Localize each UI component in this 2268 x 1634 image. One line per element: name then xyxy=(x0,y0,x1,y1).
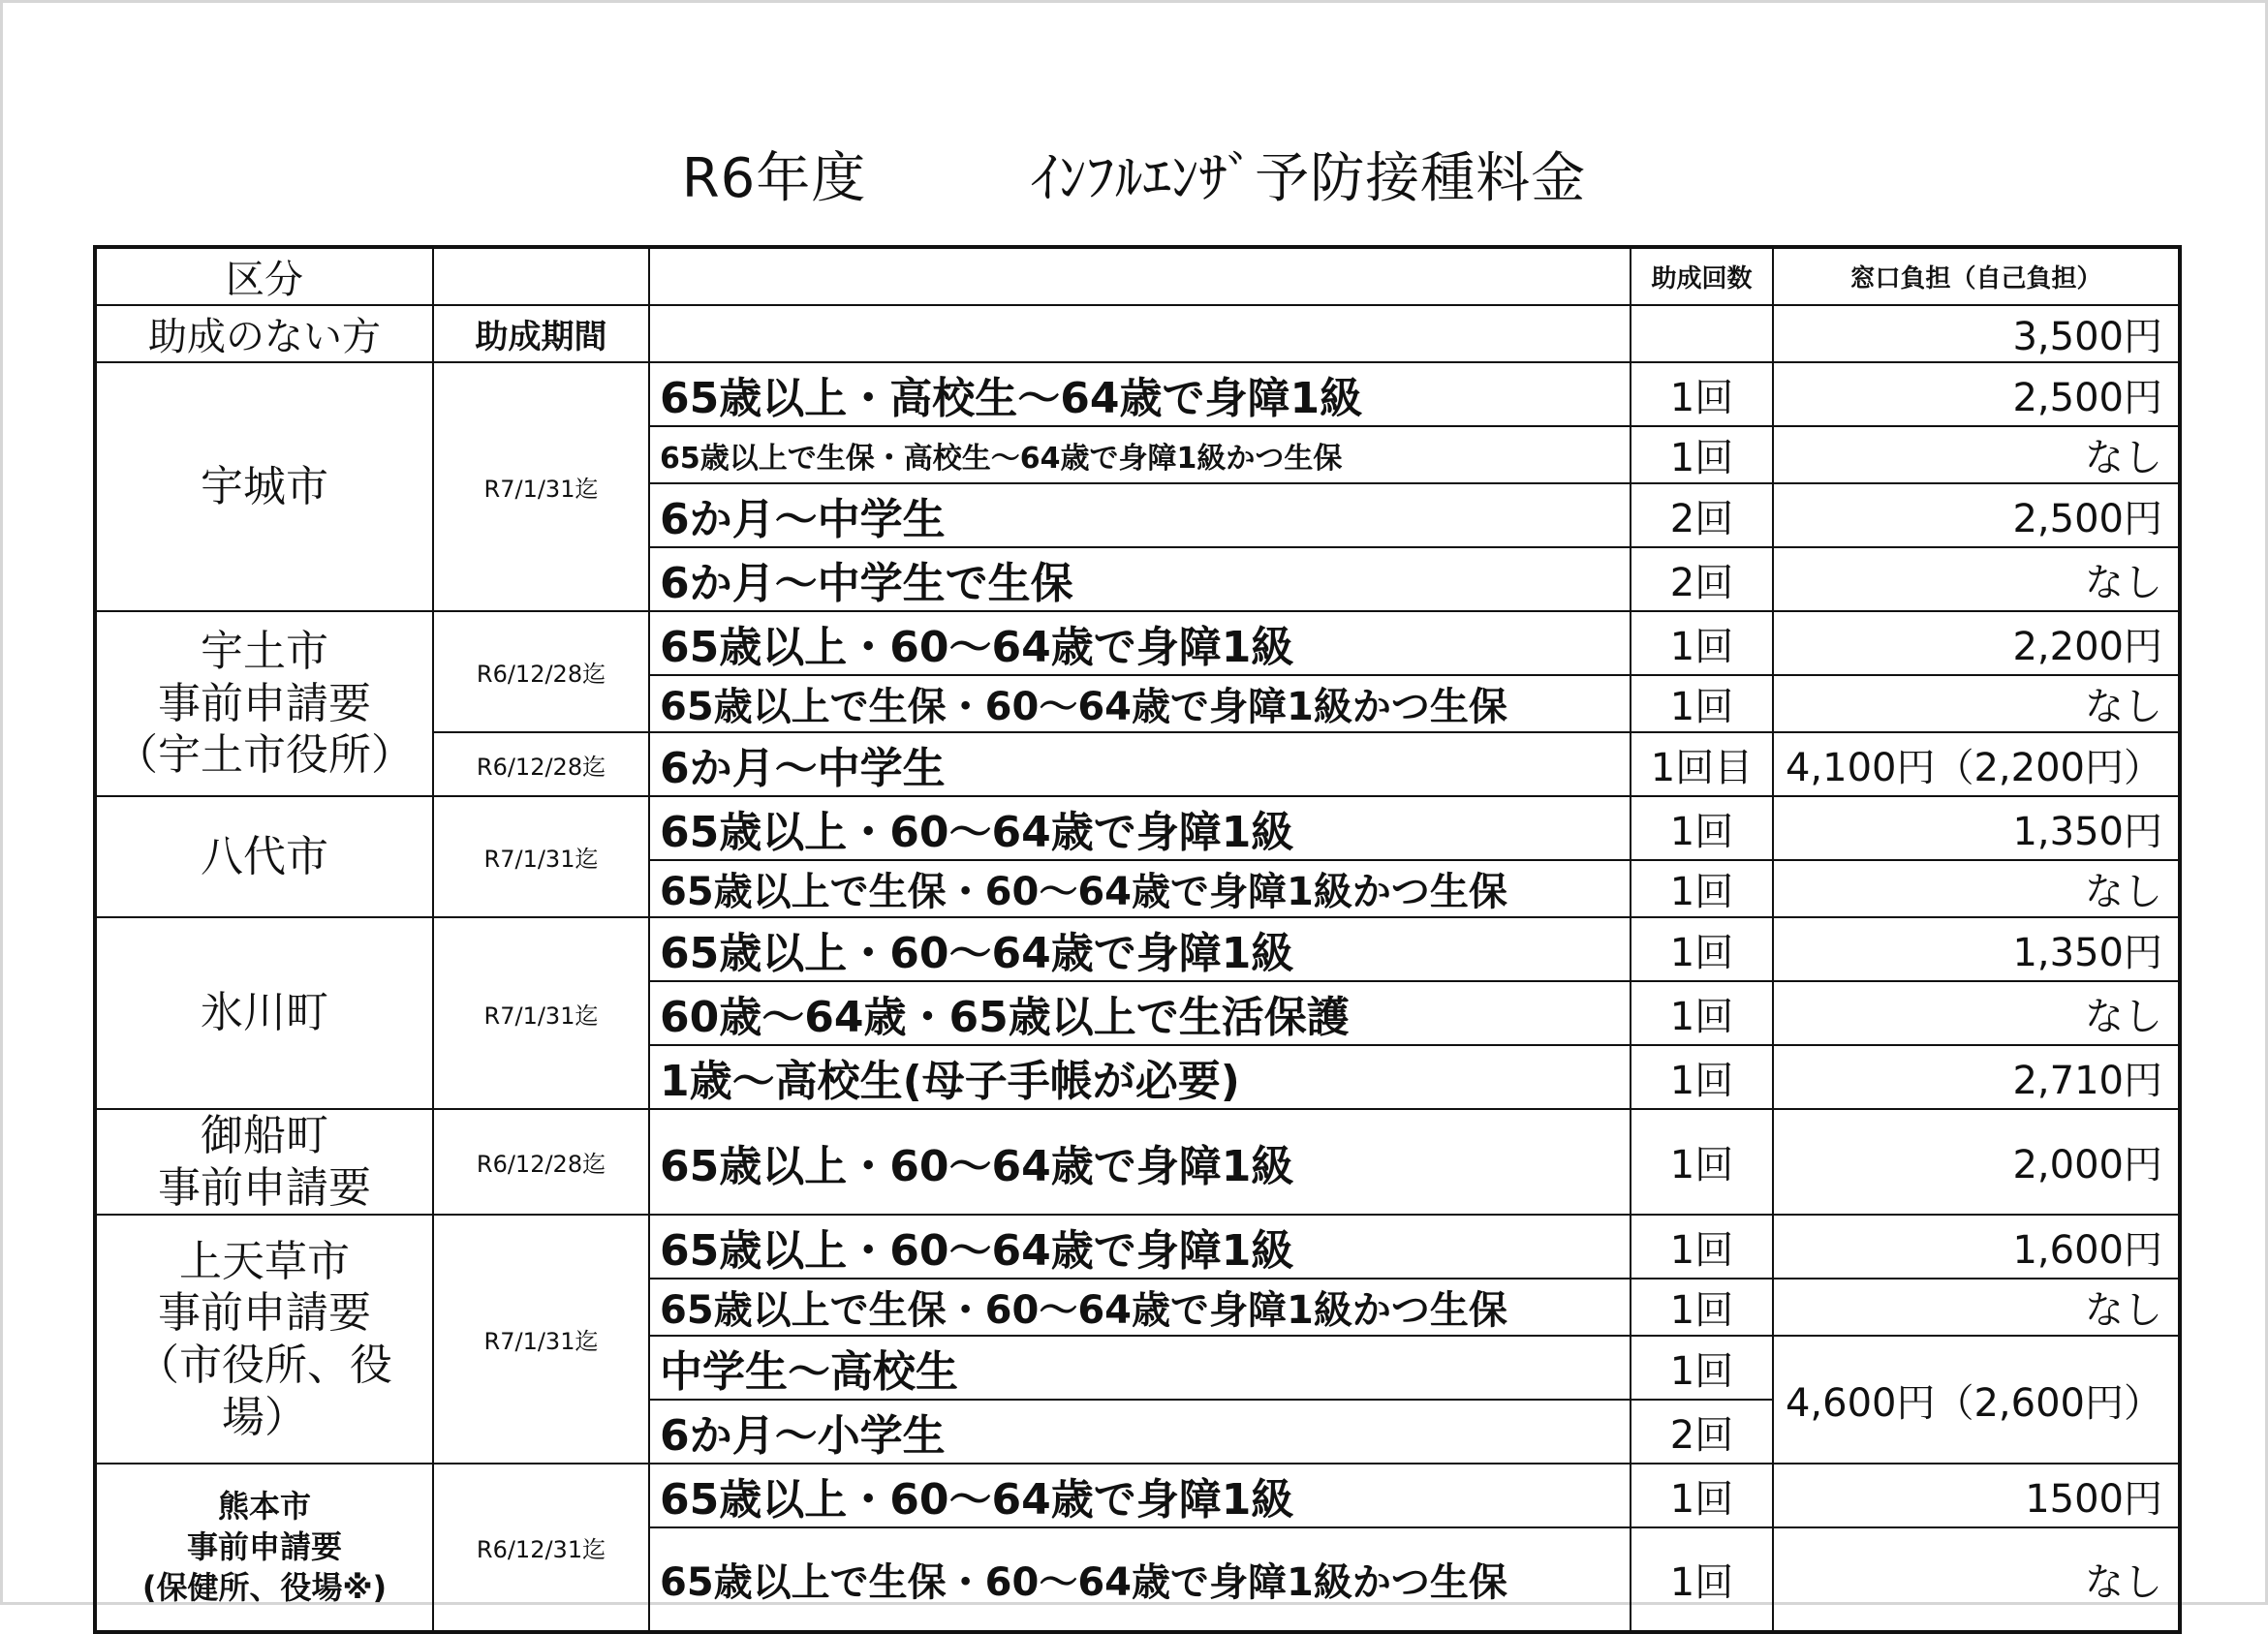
category-cell: 6か月～小学生 xyxy=(649,1400,1631,1464)
fee-cell: 2,000円 xyxy=(1773,1109,2180,1215)
table-row xyxy=(95,362,2180,426)
header-row xyxy=(95,247,2180,305)
period-header: 助成期間 xyxy=(433,305,649,362)
category-cell: 65歳以上・60～64歳で身障1級 xyxy=(649,1464,1631,1527)
region-name-line: 御船町 xyxy=(201,1111,328,1160)
region-name xyxy=(95,1464,433,1632)
region-name-line: 事前申請要 xyxy=(158,1288,371,1339)
table-row xyxy=(95,796,2180,860)
region-period: R7/1/31迄 xyxy=(433,917,649,1109)
count-cell: 1回 xyxy=(1631,796,1773,860)
no-subsidy-label: 助成のない方 xyxy=(95,305,433,362)
count-cell: 1回 xyxy=(1631,1464,1773,1527)
region-period: R6/12/28迄 xyxy=(433,732,649,796)
fee-cell: 4,100円（2,200円） xyxy=(1773,732,2180,796)
region-name-line: 宇土市 xyxy=(201,626,328,676)
region-name-line: 熊本市 xyxy=(217,1488,311,1526)
category-cell: 65歳以上・60～64歳で身障1級 xyxy=(649,611,1631,675)
count-cell: 1回 xyxy=(1631,917,1773,981)
region-period: R6/12/28迄 xyxy=(433,611,649,732)
empty-cell xyxy=(649,305,1631,362)
fee-table xyxy=(93,245,2182,1634)
region-name: 氷川町 xyxy=(95,917,433,1109)
region-name-line: 場） xyxy=(222,1392,307,1442)
count-cell: 2回 xyxy=(1631,1400,1773,1464)
count-cell: 1回 xyxy=(1631,362,1773,426)
category-cell: 1歳～高校生(母子手帳が必要) xyxy=(649,1045,1631,1109)
fee-cell: 1,350円 xyxy=(1773,796,2180,860)
fee-cell: 1,350円 xyxy=(1773,917,2180,981)
count-cell: 1回 xyxy=(1631,1527,1773,1632)
header-empty xyxy=(433,247,649,305)
header-kubun: 区分 xyxy=(95,247,433,305)
fee-cell: 1500円 xyxy=(1773,1464,2180,1527)
fee-cell: 2,710円 xyxy=(1773,1045,2180,1109)
title-subject: ｲﾝﾌﾙｴﾝｻﾞ予防接種料金 xyxy=(1031,147,1587,210)
region-name xyxy=(95,1109,433,1215)
count-cell: 1回目 xyxy=(1631,732,1773,796)
no-subsidy-fee: 3,500円 xyxy=(1773,305,2180,362)
count-cell: 1回 xyxy=(1631,860,1773,917)
fee-cell: なし xyxy=(1773,981,2180,1045)
page-title xyxy=(0,136,2268,213)
fee-cell: なし xyxy=(1773,675,2180,732)
empty-cell xyxy=(1631,305,1773,362)
category-cell: 65歳以上・60～64歳で身障1級 xyxy=(649,1215,1631,1279)
category-cell: 6か月～中学生 xyxy=(649,732,1631,796)
region-name-line: （宇土市役所） xyxy=(115,730,414,781)
title-year: R6年度 xyxy=(681,147,867,210)
category-cell: 65歳以上・60～64歳で身障1級 xyxy=(649,1109,1631,1215)
header-count: 助成回数 xyxy=(1631,247,1773,305)
fee-cell: なし xyxy=(1773,1527,2180,1632)
region-name-line: 事前申請要 xyxy=(186,1528,342,1566)
region-period: R6/12/31迄 xyxy=(433,1464,649,1632)
table-row xyxy=(95,1109,2180,1215)
fee-cell: 2,500円 xyxy=(1773,483,2180,547)
fee-cell: なし xyxy=(1773,426,2180,483)
region-period: R7/1/31迄 xyxy=(433,796,649,917)
fee-cell: 4,600円（2,600円） xyxy=(1773,1336,2180,1464)
category-cell: 65歳以上で生保・60～64歳で身障1級かつ生保 xyxy=(649,675,1631,732)
table-row xyxy=(95,1215,2180,1279)
region-period: R6/12/28迄 xyxy=(433,1109,649,1215)
region-name xyxy=(95,1215,433,1464)
region-period: R7/1/31迄 xyxy=(433,1215,649,1464)
count-cell: 1回 xyxy=(1631,675,1773,732)
table-row xyxy=(95,1464,2180,1527)
category-cell: 65歳以上で生保・60～64歳で身障1級かつ生保 xyxy=(649,860,1631,917)
region-name xyxy=(95,611,433,796)
header-payment: 窓口負担（自己負担） xyxy=(1773,247,2180,305)
fee-cell: なし xyxy=(1773,1279,2180,1336)
region-period: R7/1/31迄 xyxy=(433,362,649,611)
region-name-line: 事前申請要 xyxy=(158,1162,371,1213)
count-cell: 1回 xyxy=(1631,1279,1773,1336)
region-name-line: (保健所、役場※) xyxy=(141,1568,388,1606)
category-cell: 65歳以上・60～64歳で身障1級 xyxy=(649,917,1631,981)
count-cell: 1回 xyxy=(1631,611,1773,675)
category-cell: 65歳以上で生保・60～64歳で身障1級かつ生保 xyxy=(649,1279,1631,1336)
fee-cell: 2,200円 xyxy=(1773,611,2180,675)
category-cell: 65歳以上で生保・高校生～64歳で身障1級かつ生保 xyxy=(649,426,1631,483)
category-cell: 6か月～中学生で生保 xyxy=(649,547,1631,611)
category-cell: 60歳～64歳・65歳以上で生活保護 xyxy=(649,981,1631,1045)
fee-cell: 1,600円 xyxy=(1773,1215,2180,1279)
fee-cell: なし xyxy=(1773,547,2180,611)
count-cell: 2回 xyxy=(1631,547,1773,611)
fee-cell: なし xyxy=(1773,860,2180,917)
category-cell: 65歳以上で生保・60～64歳で身障1級かつ生保 xyxy=(649,1527,1631,1632)
count-cell: 1回 xyxy=(1631,426,1773,483)
count-cell: 1回 xyxy=(1631,1336,1773,1400)
category-cell: 中学生～高校生 xyxy=(649,1336,1631,1400)
region-name: 宇城市 xyxy=(95,362,433,611)
category-cell: 6か月～中学生 xyxy=(649,483,1631,547)
table-row xyxy=(95,611,2180,675)
category-cell: 65歳以上・高校生～64歳で身障1級 xyxy=(649,362,1631,426)
count-cell: 1回 xyxy=(1631,1215,1773,1279)
count-cell: 2回 xyxy=(1631,483,1773,547)
region-name-line: 事前申請要 xyxy=(158,678,371,728)
region-name-line: 上天草市 xyxy=(179,1236,350,1286)
category-cell: 65歳以上・60～64歳で身障1級 xyxy=(649,796,1631,860)
region-name-line: （市役所、役 xyxy=(137,1340,392,1390)
no-subsidy-row xyxy=(95,305,2180,362)
region-name: 八代市 xyxy=(95,796,433,917)
count-cell: 1回 xyxy=(1631,1045,1773,1109)
fee-cell: 2,500円 xyxy=(1773,362,2180,426)
header-empty xyxy=(649,247,1631,305)
count-cell: 1回 xyxy=(1631,981,1773,1045)
table-row xyxy=(95,917,2180,981)
count-cell: 1回 xyxy=(1631,1109,1773,1215)
